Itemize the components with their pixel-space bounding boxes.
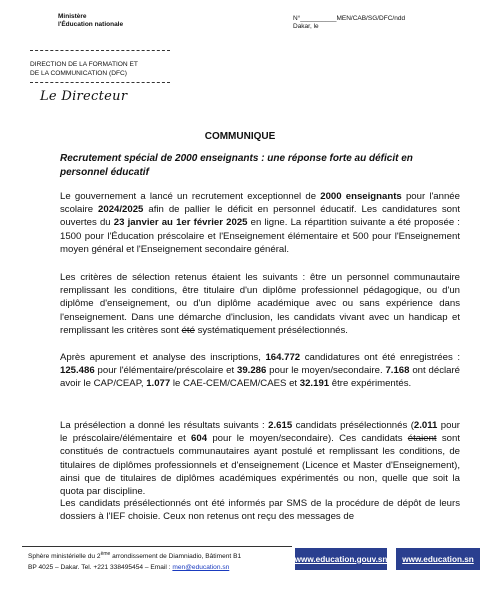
footer-address xyxy=(28,549,298,573)
preselected-total: 2.615 xyxy=(268,420,293,431)
document-subtitle xyxy=(60,152,460,180)
secondary-applications: 39.286 xyxy=(236,365,267,377)
reference-number: N°__________MEN/CAB/SG/DFC/ndd xyxy=(293,15,406,22)
direction-line-2: DE LA COMMUNICATION (DFC) xyxy=(30,70,127,77)
paragraph-applications: Après apurement et analyse des inscriptions, 164.772 candidatures ont été enregistrées : 125.486 pour l'élémentaire/préscolaire et 39.286 pour le moyen/secondaire. 7.168 ont déclaré avoir le CAP/CEAP, 1.077 le CAE-CEM/CAEM/CAES et 32.191 être expérimentés. xyxy=(60,352,460,390)
subtitle-line-2: personnel éducatif xyxy=(60,167,149,178)
address-line: Sphère ministérielle du 2ème arrondissement de Diamniadio, Bâtiment B1 xyxy=(28,551,242,561)
document-title: COMMUNIQUE xyxy=(204,131,276,142)
elementary-applications: 125.486 xyxy=(60,365,95,377)
application-period: 23 janvier au 1er février 2025 xyxy=(113,217,248,229)
experienced-count: 32.191 xyxy=(299,378,330,390)
signatory-title: Le Directeur xyxy=(40,89,128,104)
header-separator-top xyxy=(30,50,170,51)
total-applications: 164.772 xyxy=(265,352,301,363)
ministry-line-1: Ministère xyxy=(58,13,87,20)
email-link[interactable]: men@education.sn xyxy=(172,564,230,572)
paragraph-notification: Les candidats présélectionnés ont été informés par SMS de la procédure de dépôt de leurs dossiers à l'IEF choisie. Ceux non retenus ont reçu des messages de xyxy=(60,498,460,523)
struck-word: été xyxy=(181,324,195,336)
ministry-name xyxy=(58,13,123,29)
count-teachers: 2000 enseignants xyxy=(320,191,402,202)
paragraph-preselection: La présélection a donné les résultats suivants : 2.615 candidats présélectionnés (2.011 pour le préscolaire/élémentaire et 604 pour le moyen/secondaire). Ces candidats étaient sont constitués de contractuels communautaires ayant postulé et remplissant les conditions, de titulaires de diplômes professionnels et d'enseignement (Licence et Master d'Enseignement), ainsi que de titulaires de diplômes académiques expérimentés ou non, quelle que soit la quota par discipline. xyxy=(60,420,461,498)
preselected-elementary: 2.011 xyxy=(413,420,438,431)
website-gouv-link[interactable]: www.education.gouv.sn xyxy=(295,548,387,570)
paragraph-criteria: Les critères de sélection retenus étaient les suivants : être un personnel communautaire remplissant les conditions, être titulaire d'un diplôme professionnel pédagogique, ou d'un diplôme d'enseignement, ou d'un diplôme académique avec ou sans expérience dans l'enseignement. Dans une démarche d'inclusion, les candidats vivant avec un handicap et remplissant les critères sont été systématiquement présélectionnés. xyxy=(60,272,460,336)
school-year: 2024/2025 xyxy=(98,204,144,216)
preselected-secondary: 604 xyxy=(191,433,208,445)
place-date: Dakar, le xyxy=(293,23,319,30)
contact-line: BP 4025 – Dakar. Tel. +221 338495454 – Email : men@education.sn xyxy=(28,564,230,572)
ministry-line-2: l'Éducation nationale xyxy=(58,21,124,28)
reference-block xyxy=(293,15,405,31)
direction-line-1: DIRECTION DE LA FORMATION ET xyxy=(30,61,138,68)
paragraph-recruitment: Le gouvernement a lancé un recrutement exceptionnel de 2000 enseignants pour l'année scolaire 2024/2025 afin de pallier le déficit en personnel éducatif. Les candidatures sont ouvertes du 23 janvier au 1er février 2025 en ligne. La répartition suivante a été proposée : 1500 pour l'Éducation préscolaire et l'Enseignement élémentaire et 500 pour l'Enseignement moyen général et l'Enseignement secondaire général. xyxy=(60,191,460,255)
cae-count: 1.077 xyxy=(146,378,171,390)
footer-separator xyxy=(22,546,292,547)
header-separator-bottom xyxy=(30,82,170,83)
subtitle-line-1: Recrutement spécial de 2000 enseignants : une réponse forte au déficit en xyxy=(60,153,413,164)
website-link[interactable]: www.education.sn xyxy=(396,548,480,570)
cap-ceap-count: 7.168 xyxy=(385,365,410,377)
struck-word-2: étaient xyxy=(407,433,437,445)
direction-name xyxy=(30,60,138,78)
